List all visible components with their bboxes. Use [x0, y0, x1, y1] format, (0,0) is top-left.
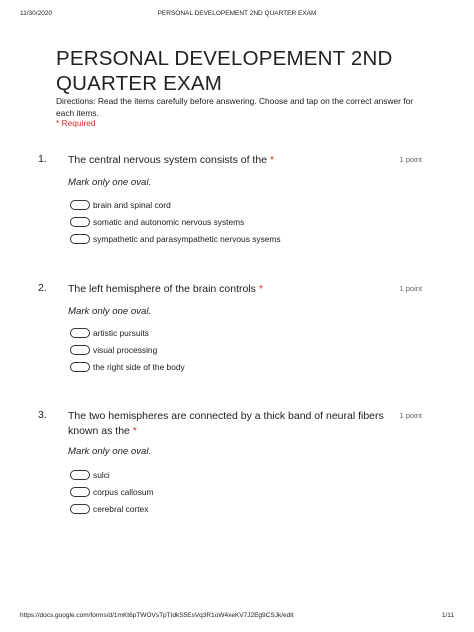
question-hint: Mark only one oval. — [68, 306, 152, 317]
option-visual-processing[interactable] — [70, 344, 157, 356]
option-label: brain and spinal cord — [93, 200, 171, 210]
radio-oval-icon[interactable] — [70, 345, 90, 355]
option-label: sulci — [93, 470, 110, 480]
option-label: artistic pursuits — [93, 328, 149, 338]
question-points: 1 point — [399, 411, 422, 420]
option-label: somatic and autonomic nervous systems — [93, 217, 245, 227]
footer-url: https://docs.google.com/forms/d/1mKt6pTWOVsTpTIdkS5EsVq3R1oW4xeKV7J2Eg9CSJk/edit — [20, 612, 294, 619]
question-text: The central nervous system consists of the * — [68, 154, 275, 166]
radio-oval-icon[interactable] — [70, 487, 90, 497]
option-somatic-autonomic[interactable] — [70, 216, 244, 228]
radio-oval-icon[interactable] — [70, 200, 90, 210]
option-brain-and-spinal-cord[interactable] — [70, 199, 171, 211]
required-asterisk: * — [269, 154, 275, 166]
form-title-line1: PERSONAL DEVELOPEMENT 2ND — [56, 47, 393, 70]
option-sympathetic-parasympathetic[interactable] — [70, 233, 281, 245]
question-number: 2. — [38, 282, 47, 294]
question-number: 3. — [38, 409, 47, 421]
print-header — [0, 10, 474, 22]
radio-oval-icon[interactable] — [70, 470, 90, 480]
radio-oval-icon[interactable] — [70, 234, 90, 244]
form-title-line2: QUARTER EXAM — [56, 72, 223, 95]
required-note: * Required — [56, 118, 96, 128]
option-label: sympathetic and parasympathetic nervous sysems — [93, 234, 281, 244]
form-title — [56, 46, 436, 96]
radio-oval-icon[interactable] — [70, 328, 90, 338]
option-label: cerebral cortex — [93, 504, 149, 514]
option-corpus-callosum[interactable] — [70, 486, 154, 498]
option-label: the right side of the body — [93, 362, 185, 372]
print-footer — [0, 612, 474, 624]
question-hint: Mark only one oval. — [68, 177, 152, 188]
question-text: The left hemisphere of the brain controls * — [68, 283, 263, 295]
required-asterisk: * — [132, 425, 137, 437]
print-date: 11/30/2020 — [20, 10, 53, 17]
question-points: 1 point — [399, 155, 422, 164]
radio-oval-icon[interactable] — [70, 217, 90, 227]
page-number: 1/11 — [441, 612, 454, 619]
question-text: The two hemispheres are connected by a thick band of neural fibers known as the * — [68, 410, 384, 437]
print-title: PERSONAL DEVELOPEMENT 2ND QUARTER EXAM — [157, 10, 317, 17]
option-artistic-pursuits[interactable] — [70, 327, 149, 339]
radio-oval-icon[interactable] — [70, 504, 90, 514]
required-asterisk: * — [258, 283, 263, 295]
question-hint: Mark only one oval. — [68, 446, 152, 457]
question-points: 1 point — [399, 284, 422, 293]
question-number: 1. — [38, 153, 47, 165]
option-label: corpus callosum — [93, 487, 154, 497]
option-sulci[interactable] — [70, 469, 110, 481]
form-directions: Directions: Read the items carefully before answering. Choose and tap on the correct answer for each items. — [56, 96, 414, 118]
option-label: visual processing — [93, 345, 158, 355]
radio-oval-icon[interactable] — [70, 362, 90, 372]
option-cerebral-cortex[interactable] — [70, 503, 148, 515]
option-right-side-of-body[interactable] — [70, 361, 185, 373]
